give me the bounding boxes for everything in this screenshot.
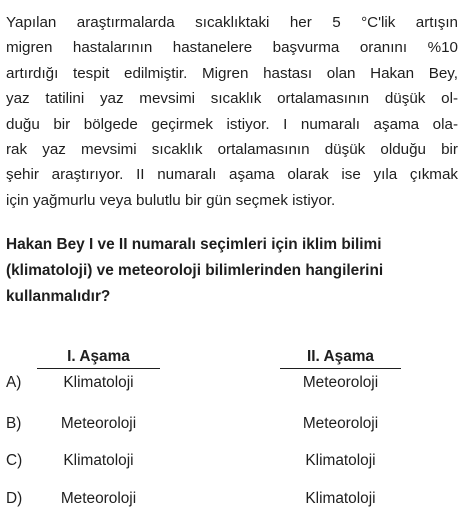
question-line: kullanmalıdır? (6, 287, 111, 305)
option-stage-2-value: Klimatoloji (305, 490, 376, 507)
option-letter: C) (6, 452, 23, 469)
answer-option-a[interactable] (0, 374, 463, 398)
answer-option-d[interactable] (0, 490, 463, 514)
option-stage-1-value: Meteoroloji (60, 415, 137, 432)
question-prompt (6, 232, 458, 309)
option-stage-2-value: Meteoroloji (302, 415, 379, 432)
question-line: (klimatoloji) ve meteoroloji bilimlerinden hangilerini (6, 261, 384, 279)
passage-line: yaz tatilini yaz mevsimi sıcaklık ortalamasının düşük ol- (6, 90, 458, 108)
passage-line: migren hastalarının hastanelere başvurma oranını %10 (6, 39, 458, 57)
option-letter: B) (6, 415, 22, 432)
column-header-underline (37, 368, 160, 369)
option-stage-2-value: Meteoroloji (302, 374, 379, 391)
option-stage-2-value: Klimatoloji (305, 452, 376, 469)
column-header-stage-2: II. Aşama (306, 348, 374, 365)
passage-line: Yapılan araştırmalarda sıcaklıktaki her 5 °C'lik artışın (6, 14, 458, 31)
passage-line: duğu bir bölgede geçirmek istiyor. I numaralı aşama ola- (6, 115, 458, 133)
option-stage-1-value: Klimatoloji (63, 452, 134, 469)
passage-line: rak yaz mevsimi sıcaklık ortalamasının düşük olduğu bir (6, 141, 458, 159)
column-header-stage-1: I. Aşama (67, 348, 130, 365)
answer-option-b[interactable] (0, 415, 463, 439)
passage-line: şehir araştırıyor. II numaralı aşama olarak ise yıla çıkmak (6, 166, 458, 184)
option-letter: A) (6, 374, 22, 391)
option-stage-1-value: Klimatoloji (63, 374, 134, 391)
question-passage (6, 10, 458, 213)
option-letter: D) (6, 490, 23, 507)
column-header-underline (280, 368, 401, 369)
question-line: Hakan Bey I ve II numaralı seçimleri için iklim bilimi (6, 236, 382, 253)
answer-option-c[interactable] (0, 452, 463, 476)
passage-line: için yağmurlu veya bulutlu bir gün seçmek istiyor. (6, 191, 336, 209)
passage-line: artırdığı tespit edilmiştir. Migren hastası olan Hakan Bey, (6, 64, 458, 82)
option-stage-1-value: Meteoroloji (60, 490, 137, 507)
